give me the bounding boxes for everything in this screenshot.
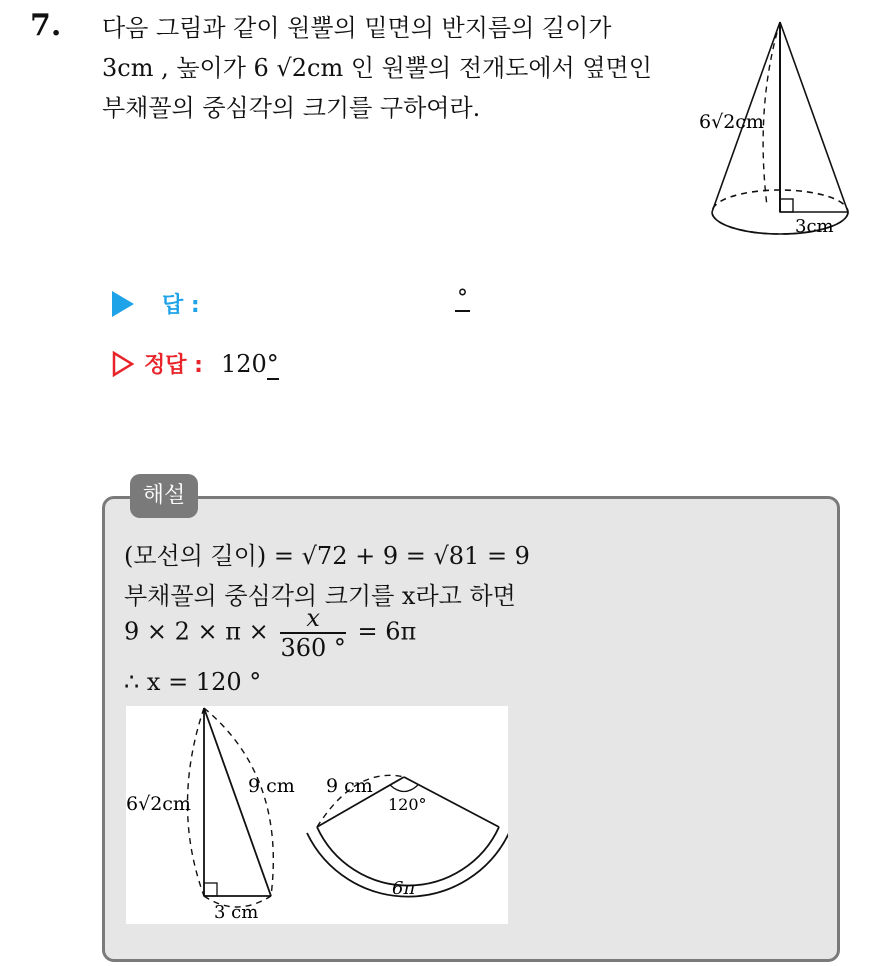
equation-right: = 6π — [357, 617, 417, 646]
cone-radius-label: 3cm — [795, 216, 834, 237]
correct-answer-label: 정답 : — [144, 353, 203, 378]
solution-line-2: 부채꼴의 중심각의 크기를 x라고 하면 — [124, 582, 516, 610]
cone-figure — [695, 16, 865, 244]
question-line-3: 부채꼴의 중심각의 크기를 구하여라. — [102, 94, 481, 122]
solution-line-1: (모선의 길이) = √72 + 9 = √81 = 9 — [124, 542, 530, 570]
answer-blank[interactable]: ° — [457, 286, 468, 311]
base-label: 3 cm — [214, 902, 259, 923]
slant-label: 9 cm — [248, 775, 295, 797]
angle-label: 120° — [388, 795, 427, 814]
question-line-1: 다음 그림과 같이 원뿔의 밑면의 반지름의 길이가 — [102, 14, 612, 42]
fraction-numerator: x — [280, 604, 345, 634]
radius-label: 9 cm — [326, 775, 373, 797]
equation-fraction — [280, 604, 345, 662]
outline-triangle-icon — [112, 351, 134, 377]
play-triangle-icon — [112, 291, 134, 317]
height-label: 6√2cm — [126, 793, 191, 815]
right-angle-mark — [780, 199, 793, 212]
cone-dashed-slant — [763, 22, 780, 206]
answer-row — [112, 288, 200, 319]
fraction-denominator: 360 ° — [280, 634, 346, 662]
solution-figures — [126, 706, 508, 924]
equation-left: 9 × 2 × π × — [124, 617, 269, 646]
solution-equation — [124, 604, 416, 662]
solution-line-3: ∴ x = 120 ° — [124, 668, 262, 696]
question-text — [102, 8, 682, 128]
answer-label: 답 : — [162, 293, 200, 318]
degree-unit: ° — [266, 349, 279, 378]
correct-answer-row — [112, 348, 279, 379]
solution-tab: 해설 — [130, 474, 198, 518]
correct-answer-value: 120° — [220, 349, 279, 378]
cone-right-edge — [780, 22, 848, 212]
arc-label: 6π — [392, 878, 416, 899]
cone-height-label: 6√2cm — [699, 111, 764, 133]
question-line-2: 3cm , 높이가 6 √2cm 인 원뿔의 전개도에서 옆면인 — [102, 54, 652, 82]
question-number: 7. — [30, 8, 62, 43]
